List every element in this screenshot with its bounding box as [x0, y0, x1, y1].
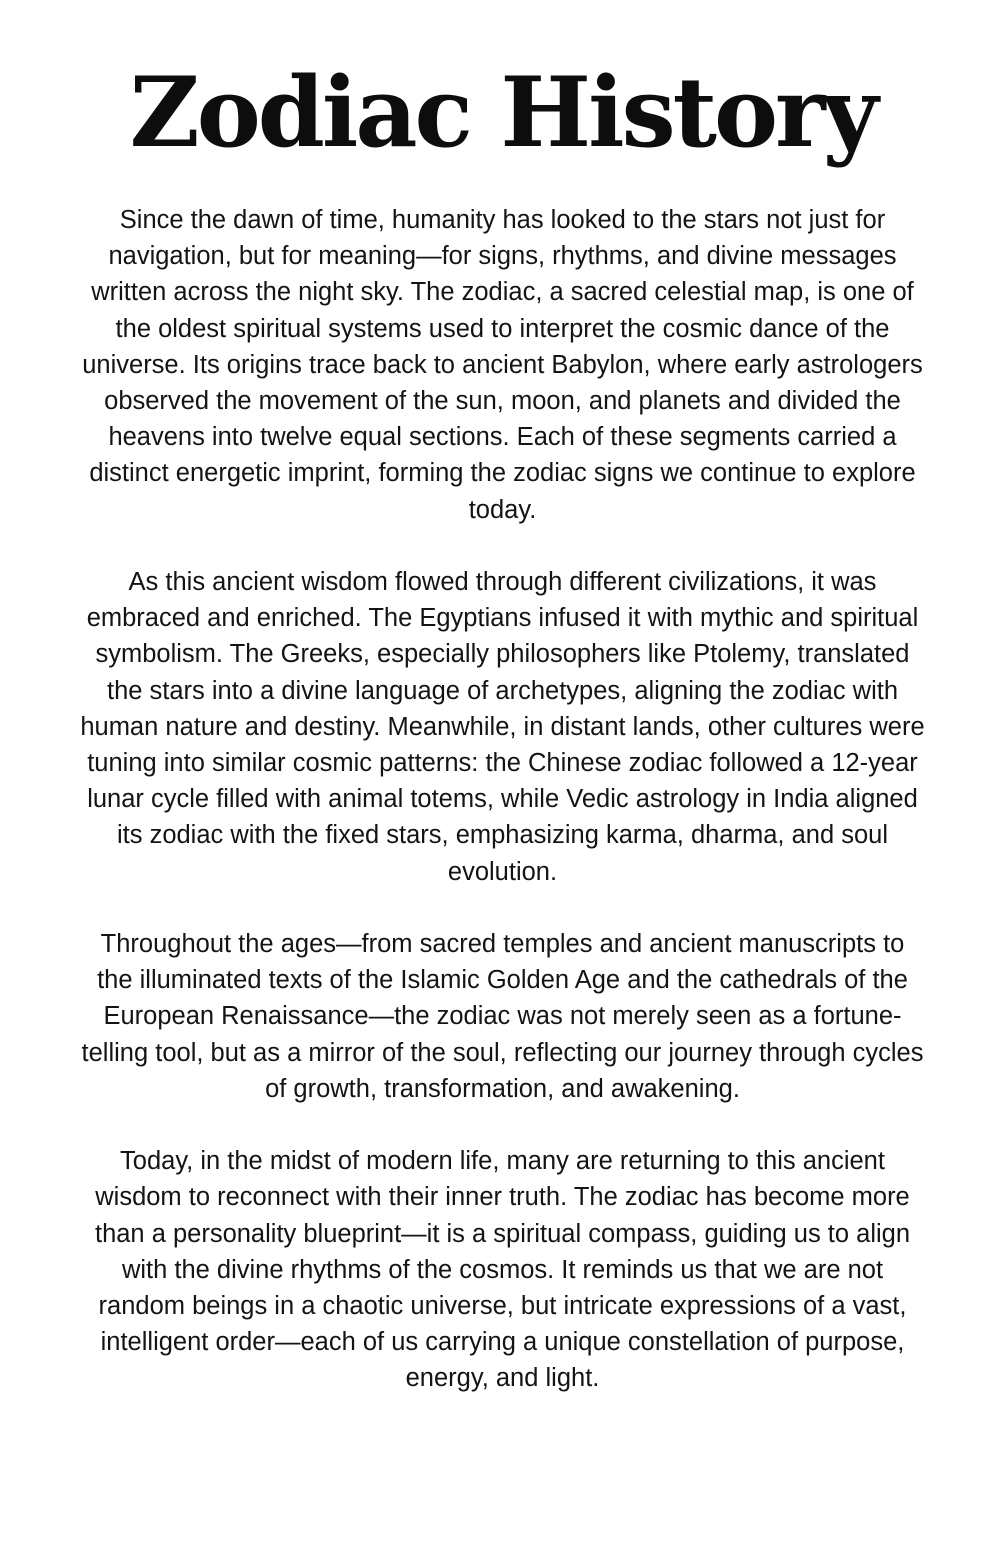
paragraph-today: Today, in the midst of modern life, many are returning to this ancient wisdom to reconnect with their inner truth. The zodiac has become more than a personality blueprint—it is a spiritual compass, guiding us to align with the divine rhythms of the cosmos. It reminds us that we are not random beings in a chaotic universe, but intricate expressions of a vast, intelligent order—each of us carrying a unique constellation of purpose, energy, and light. — [94, 1147, 911, 1393]
document-body — [80, 202, 925, 1433]
paragraph-civilizations: As this ancient wisdom flowed through different civilizations, it was embraced and enriched. The Egyptians infused it with mythic and spiritual symbolism. The Greeks, especially philosophers like Ptolemy, translated the stars into a divine language of archetypes, aligning the zodiac with human nature and destiny. Meanwhile, in distant lands, other cultures were tuning into similar cosmic patterns: the Chinese zodiac followed a 12-year lunar cycle filled with animal totems, while Vedic astrology in India aligned its zodiac with the fixed stars, emphasizing karma, dharma, and soul evolution. — [80, 568, 925, 886]
page-title: Zodiac History — [129, 56, 876, 169]
paragraph-origins: Since the dawn of time, humanity has looked to the stars not just for navigation, but for meaning—for signs, rhythms, and divine messages written across the night sky. The zodiac, a sacred celestial map, is one of the oldest spiritual systems used to interpret the cosmic dance of the universe. Its origins trace back to ancient Babylon, where early astrologers observed the movement of the sun, moon, and planets and divided the heavens into twelve equal sections. Each of these segments carried a distinct energetic imprint, forming the zodiac signs we continue to explore today. — [82, 206, 923, 524]
paragraph-ages: Throughout the ages—from sacred temples and ancient manuscripts to the illuminated texts of the Islamic Golden Age and the cathedrals of the European Renaissance—the zodiac was not merely seen as a fortune-telling tool, but as a mirror of the soul, reflecting our journey through cycles of growth, transformation, and awakening. — [81, 930, 924, 1103]
